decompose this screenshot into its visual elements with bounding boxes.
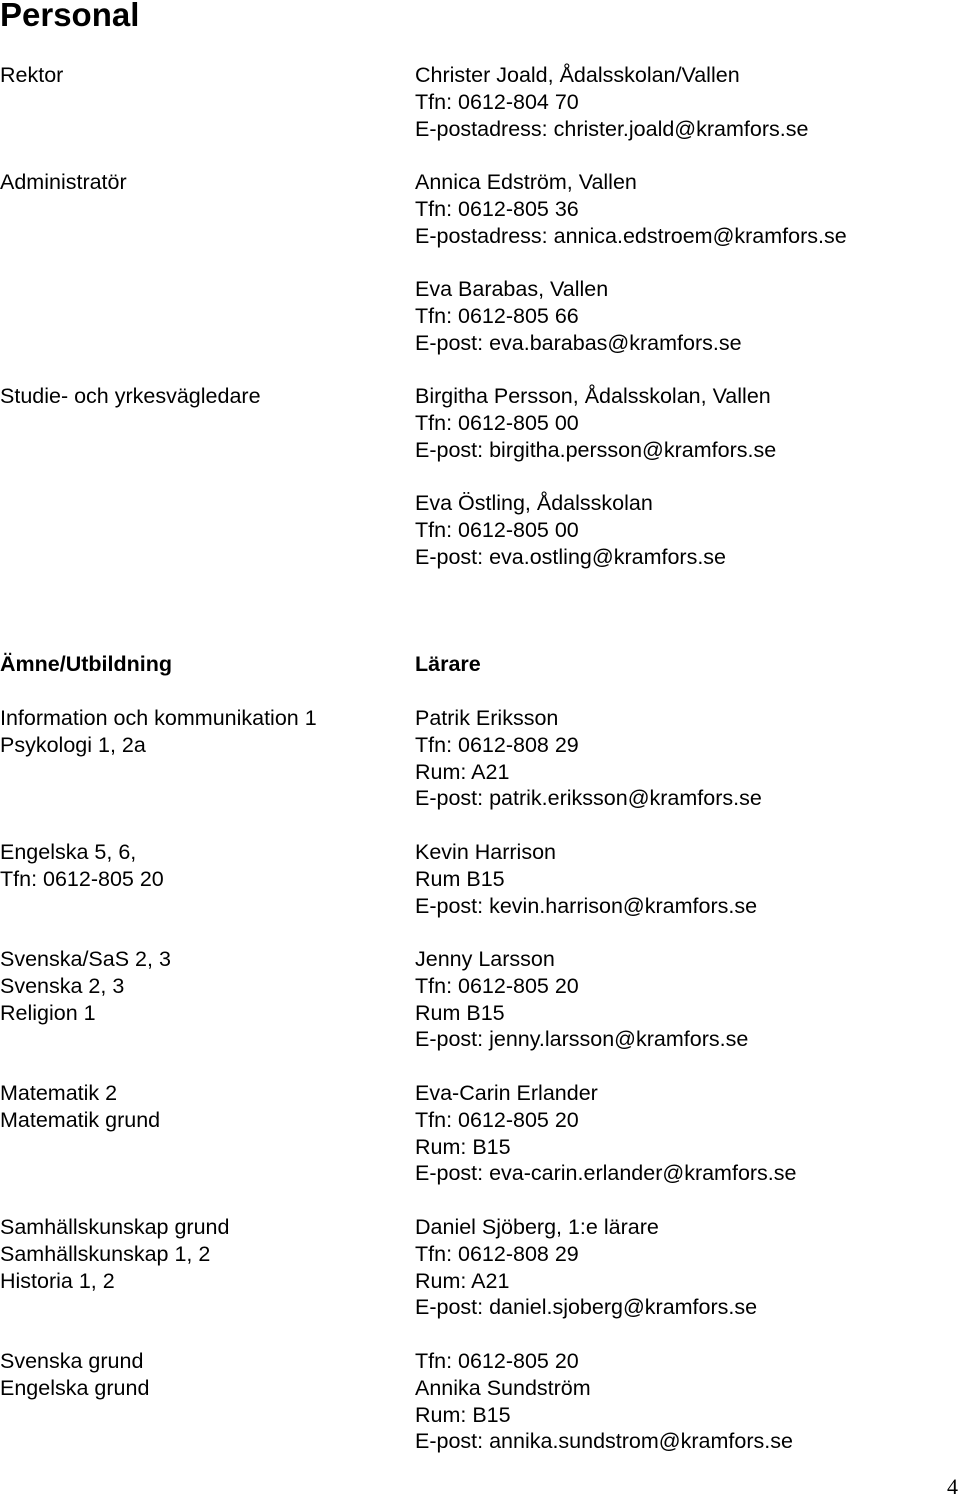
contact-rektor — [415, 62, 808, 142]
subject-item: Religion 1 — [0, 1000, 96, 1025]
subject-item: Svenska/SaS 2, 3 — [0, 947, 171, 971]
teacher-contact — [415, 1348, 793, 1455]
subject-list — [0, 839, 164, 893]
subject-list — [0, 705, 317, 759]
teacher-line: Annika Sundström — [415, 1375, 591, 1400]
teacher-line: Rum B15 — [415, 866, 505, 891]
subject-item: Psykologi 1, 2a — [0, 732, 146, 757]
teacher-line: E-post: jenny.larsson@kramfors.se — [415, 1027, 749, 1052]
subject-item: Tfn: 0612-805 20 — [0, 866, 164, 891]
teacher-line: Daniel Sjöberg, 1:e lärare — [415, 1215, 659, 1239]
teacher-line: E-post: patrik.eriksson@kramfors.se — [415, 786, 762, 811]
teacher-line: E-post: daniel.sjoberg@kramfors.se — [415, 1295, 758, 1320]
role-counselor: Studie- och yrkesvägledare — [0, 384, 261, 408]
contact-phone: Tfn: 0612-805 00 — [415, 517, 579, 542]
subject-item: Svenska 2, 3 — [0, 973, 125, 998]
contact-phone: Tfn: 0612-805 66 — [415, 303, 579, 328]
contact-email: E-postadress: christer.joald@kramfors.se — [415, 116, 809, 141]
teacher-contact — [415, 705, 762, 812]
contact-name: Eva Barabas, Vallen — [415, 277, 609, 301]
teacher-line: Tfn: 0612-808 29 — [415, 1241, 579, 1266]
teacher-contact — [415, 946, 748, 1053]
teacher-line: E-post: kevin.harrison@kramfors.se — [415, 893, 758, 918]
subject-item: Engelska 5, 6, — [0, 840, 137, 864]
teacher-line: Jenny Larsson — [415, 947, 555, 971]
contact-phone: Tfn: 0612-805 00 — [415, 410, 579, 435]
teacher-line: Tfn: 0612-805 20 — [415, 973, 579, 998]
page-number: 4 — [947, 1474, 958, 1499]
subject-list — [0, 946, 171, 1026]
header-teacher: Lärare — [415, 652, 481, 676]
teacher-line: Rum B15 — [415, 1000, 505, 1025]
contact-name: Birgitha Persson, Ådalsskolan, Vallen — [415, 384, 771, 408]
contact-phone: Tfn: 0612-805 36 — [415, 196, 579, 221]
teacher-line: Rum: B15 — [415, 1134, 511, 1159]
contact-administrator-2 — [415, 276, 742, 356]
teacher-line: Tfn: 0612-808 29 — [415, 732, 579, 757]
subject-item: Svenska grund — [0, 1349, 144, 1373]
teacher-line: Rum: A21 — [415, 759, 510, 784]
teacher-line: Patrik Eriksson — [415, 706, 559, 730]
subject-item: Samhällskunskap 1, 2 — [0, 1241, 211, 1266]
contact-email: E-postadress: annica.edstroem@kramfors.se — [415, 223, 847, 248]
subject-list — [0, 1080, 160, 1134]
contact-name: Annica Edström, Vallen — [415, 170, 637, 194]
teacher-line: Kevin Harrison — [415, 840, 556, 864]
subject-item: Matematik grund — [0, 1107, 161, 1132]
contact-phone: Tfn: 0612-804 70 — [415, 89, 579, 114]
teacher-line: Eva-Carin Erlander — [415, 1081, 598, 1105]
teacher-contact — [415, 839, 757, 919]
contact-email: E-post: eva.barabas@kramfors.se — [415, 330, 742, 355]
subject-list — [0, 1214, 229, 1294]
role-administrator: Administratör — [0, 170, 127, 194]
subject-item: Samhällskunskap grund — [0, 1215, 230, 1239]
subject-list — [0, 1348, 149, 1402]
subject-item: Historia 1, 2 — [0, 1268, 115, 1293]
teacher-contact — [415, 1214, 757, 1321]
contact-email: E-post: eva.ostling@kramfors.se — [415, 544, 726, 569]
contact-name: Eva Östling, Ådalsskolan — [415, 491, 653, 515]
contact-counselor-2 — [415, 490, 726, 570]
subject-item: Engelska grund — [0, 1375, 150, 1400]
contact-email: E-post: birgitha.persson@kramfors.se — [415, 437, 777, 462]
teacher-line: E-post: annika.sundstrom@kramfors.se — [415, 1429, 793, 1454]
subject-item: Information och kommunikation 1 — [0, 706, 317, 730]
role-rektor: Rektor — [0, 63, 64, 87]
subject-item: Matematik 2 — [0, 1081, 118, 1105]
teacher-line: Rum: B15 — [415, 1402, 511, 1427]
teacher-contact — [415, 1080, 797, 1187]
contact-administrator — [415, 169, 847, 249]
teacher-line: Tfn: 0612-805 20 — [415, 1349, 579, 1373]
teacher-line: E-post: eva-carin.erlander@kramfors.se — [415, 1161, 797, 1186]
header-subject: Ämne/Utbildning — [0, 652, 172, 676]
page-title: Personal — [0, 0, 140, 33]
contact-counselor — [415, 383, 776, 463]
teacher-line: Rum: A21 — [415, 1268, 510, 1293]
contact-name: Christer Joald, Ådalsskolan/Vallen — [415, 63, 740, 87]
teacher-line: Tfn: 0612-805 20 — [415, 1107, 579, 1132]
